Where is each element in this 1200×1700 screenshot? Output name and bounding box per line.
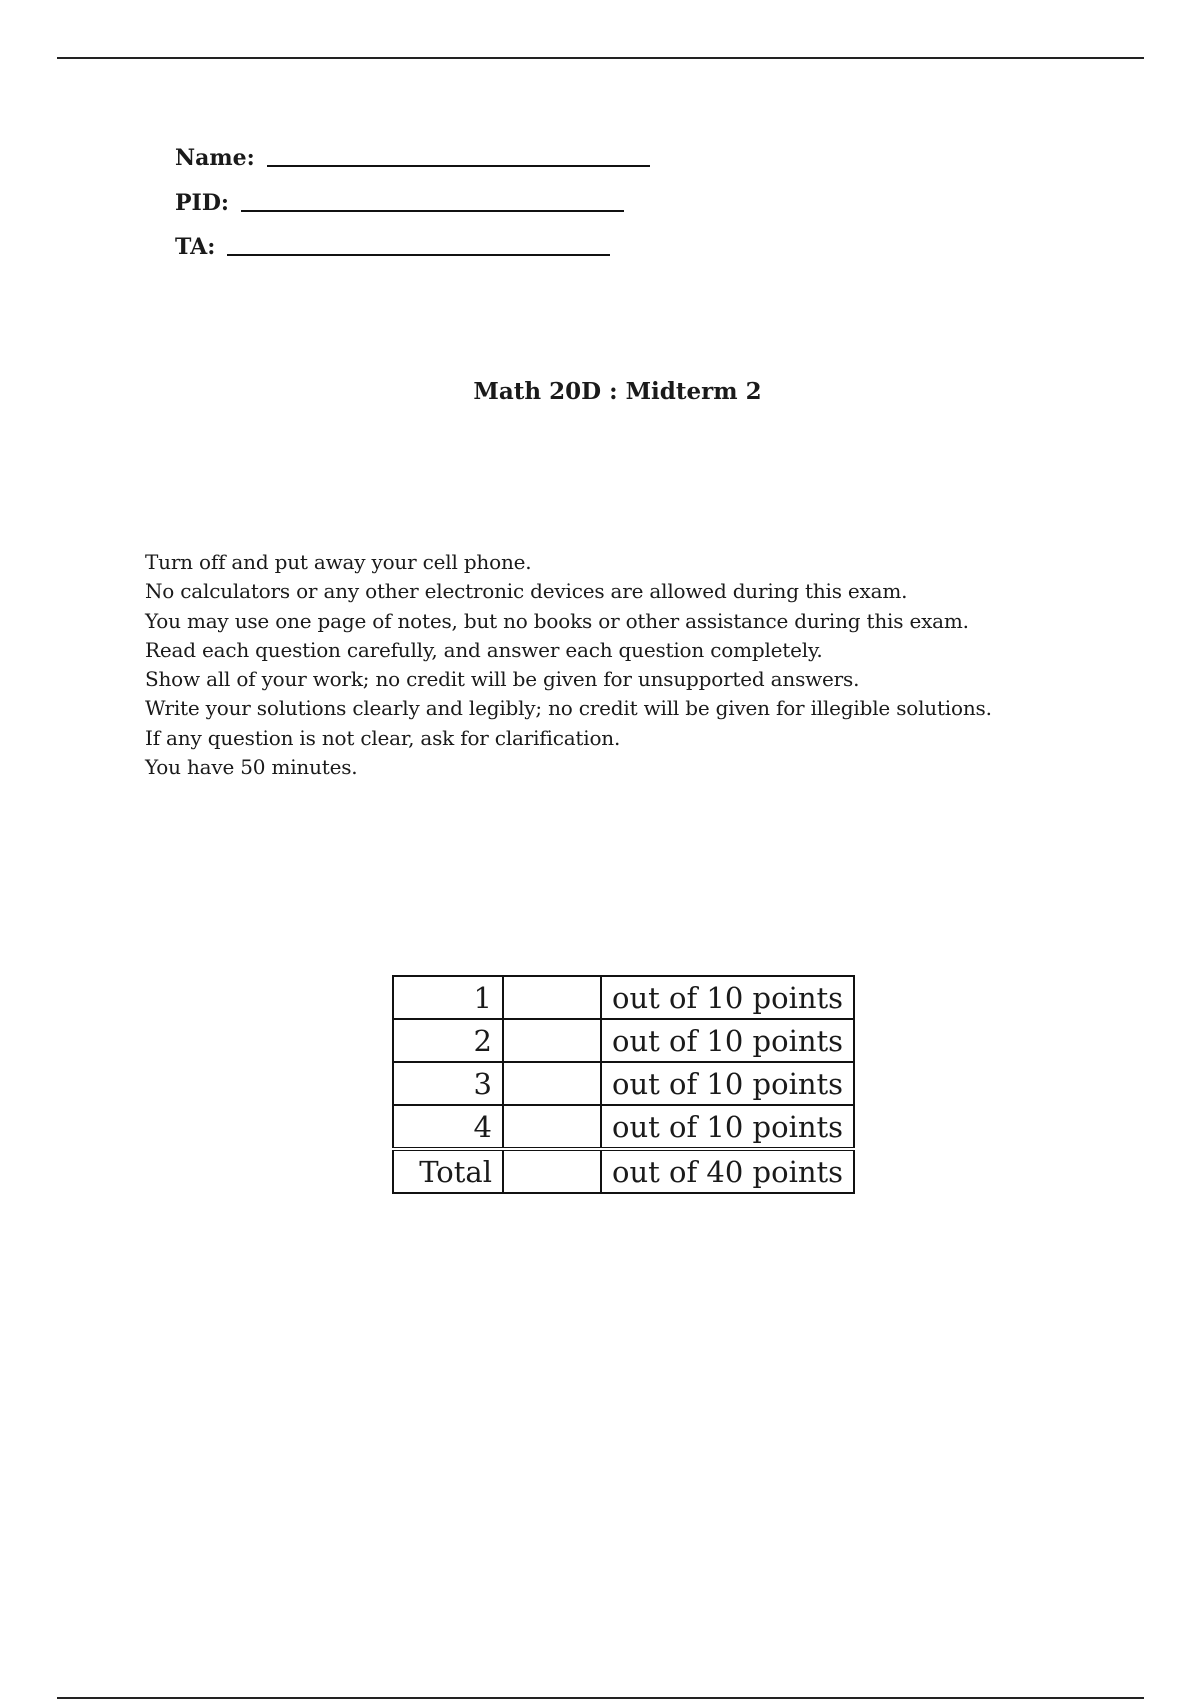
points-cell: out of 10 points xyxy=(601,1062,854,1105)
instruction-item: You have 50 minutes. xyxy=(145,755,358,780)
instruction-item: Turn off and put away your cell phone. xyxy=(145,550,532,574)
question-number: 1 xyxy=(393,976,503,1019)
score-table xyxy=(392,975,855,1194)
total-label: Total xyxy=(393,1149,503,1193)
top-rule xyxy=(57,57,1144,59)
name-field xyxy=(175,145,650,171)
instruction-item: Write your solutions clearly and legibly; no credit will be given for illegible solutions. xyxy=(145,696,992,721)
instruction-item: Read each question carefully, and answer each question completely. xyxy=(145,637,823,662)
name-blank-line xyxy=(267,163,650,167)
instruction-item: If any question is not clear, ask for clarification. xyxy=(145,725,621,750)
pid-field xyxy=(175,190,624,216)
table-row xyxy=(393,1019,854,1062)
score-cell xyxy=(503,1019,601,1062)
ta-label: TA: xyxy=(175,234,216,260)
bottom-rule xyxy=(57,1697,1144,1699)
question-number: 4 xyxy=(393,1105,503,1149)
ta-blank-line xyxy=(227,252,610,256)
name-label: Name: xyxy=(175,145,255,171)
table-row xyxy=(393,1105,854,1149)
score-cell xyxy=(503,1105,601,1149)
points-cell: out of 10 points xyxy=(601,1019,854,1062)
points-cell: out of 10 points xyxy=(601,1105,854,1149)
pid-blank-line xyxy=(241,208,624,212)
pid-label: PID: xyxy=(175,190,230,216)
table-row-total xyxy=(393,1149,854,1193)
score-cell xyxy=(503,1149,601,1193)
score-cell xyxy=(503,1062,601,1105)
points-cell: out of 10 points xyxy=(601,976,854,1019)
table-row xyxy=(393,1062,854,1105)
instruction-item: Show all of your work; no credit will be given for unsupported answers. xyxy=(145,667,860,692)
question-number: 2 xyxy=(393,1019,503,1062)
ta-field xyxy=(175,234,610,260)
question-number: 3 xyxy=(393,1062,503,1105)
instructions-list xyxy=(145,548,992,782)
points-cell: out of 40 points xyxy=(601,1149,854,1193)
table-row xyxy=(393,976,854,1019)
exam-title: Math 20D : Midterm 2 xyxy=(473,378,762,405)
score-cell xyxy=(503,976,601,1019)
instruction-item: No calculators or any other electronic devices are allowed during this exam. xyxy=(145,579,908,604)
instruction-item: You may use one page of notes, but no books or other assistance during this exam. xyxy=(145,608,969,633)
